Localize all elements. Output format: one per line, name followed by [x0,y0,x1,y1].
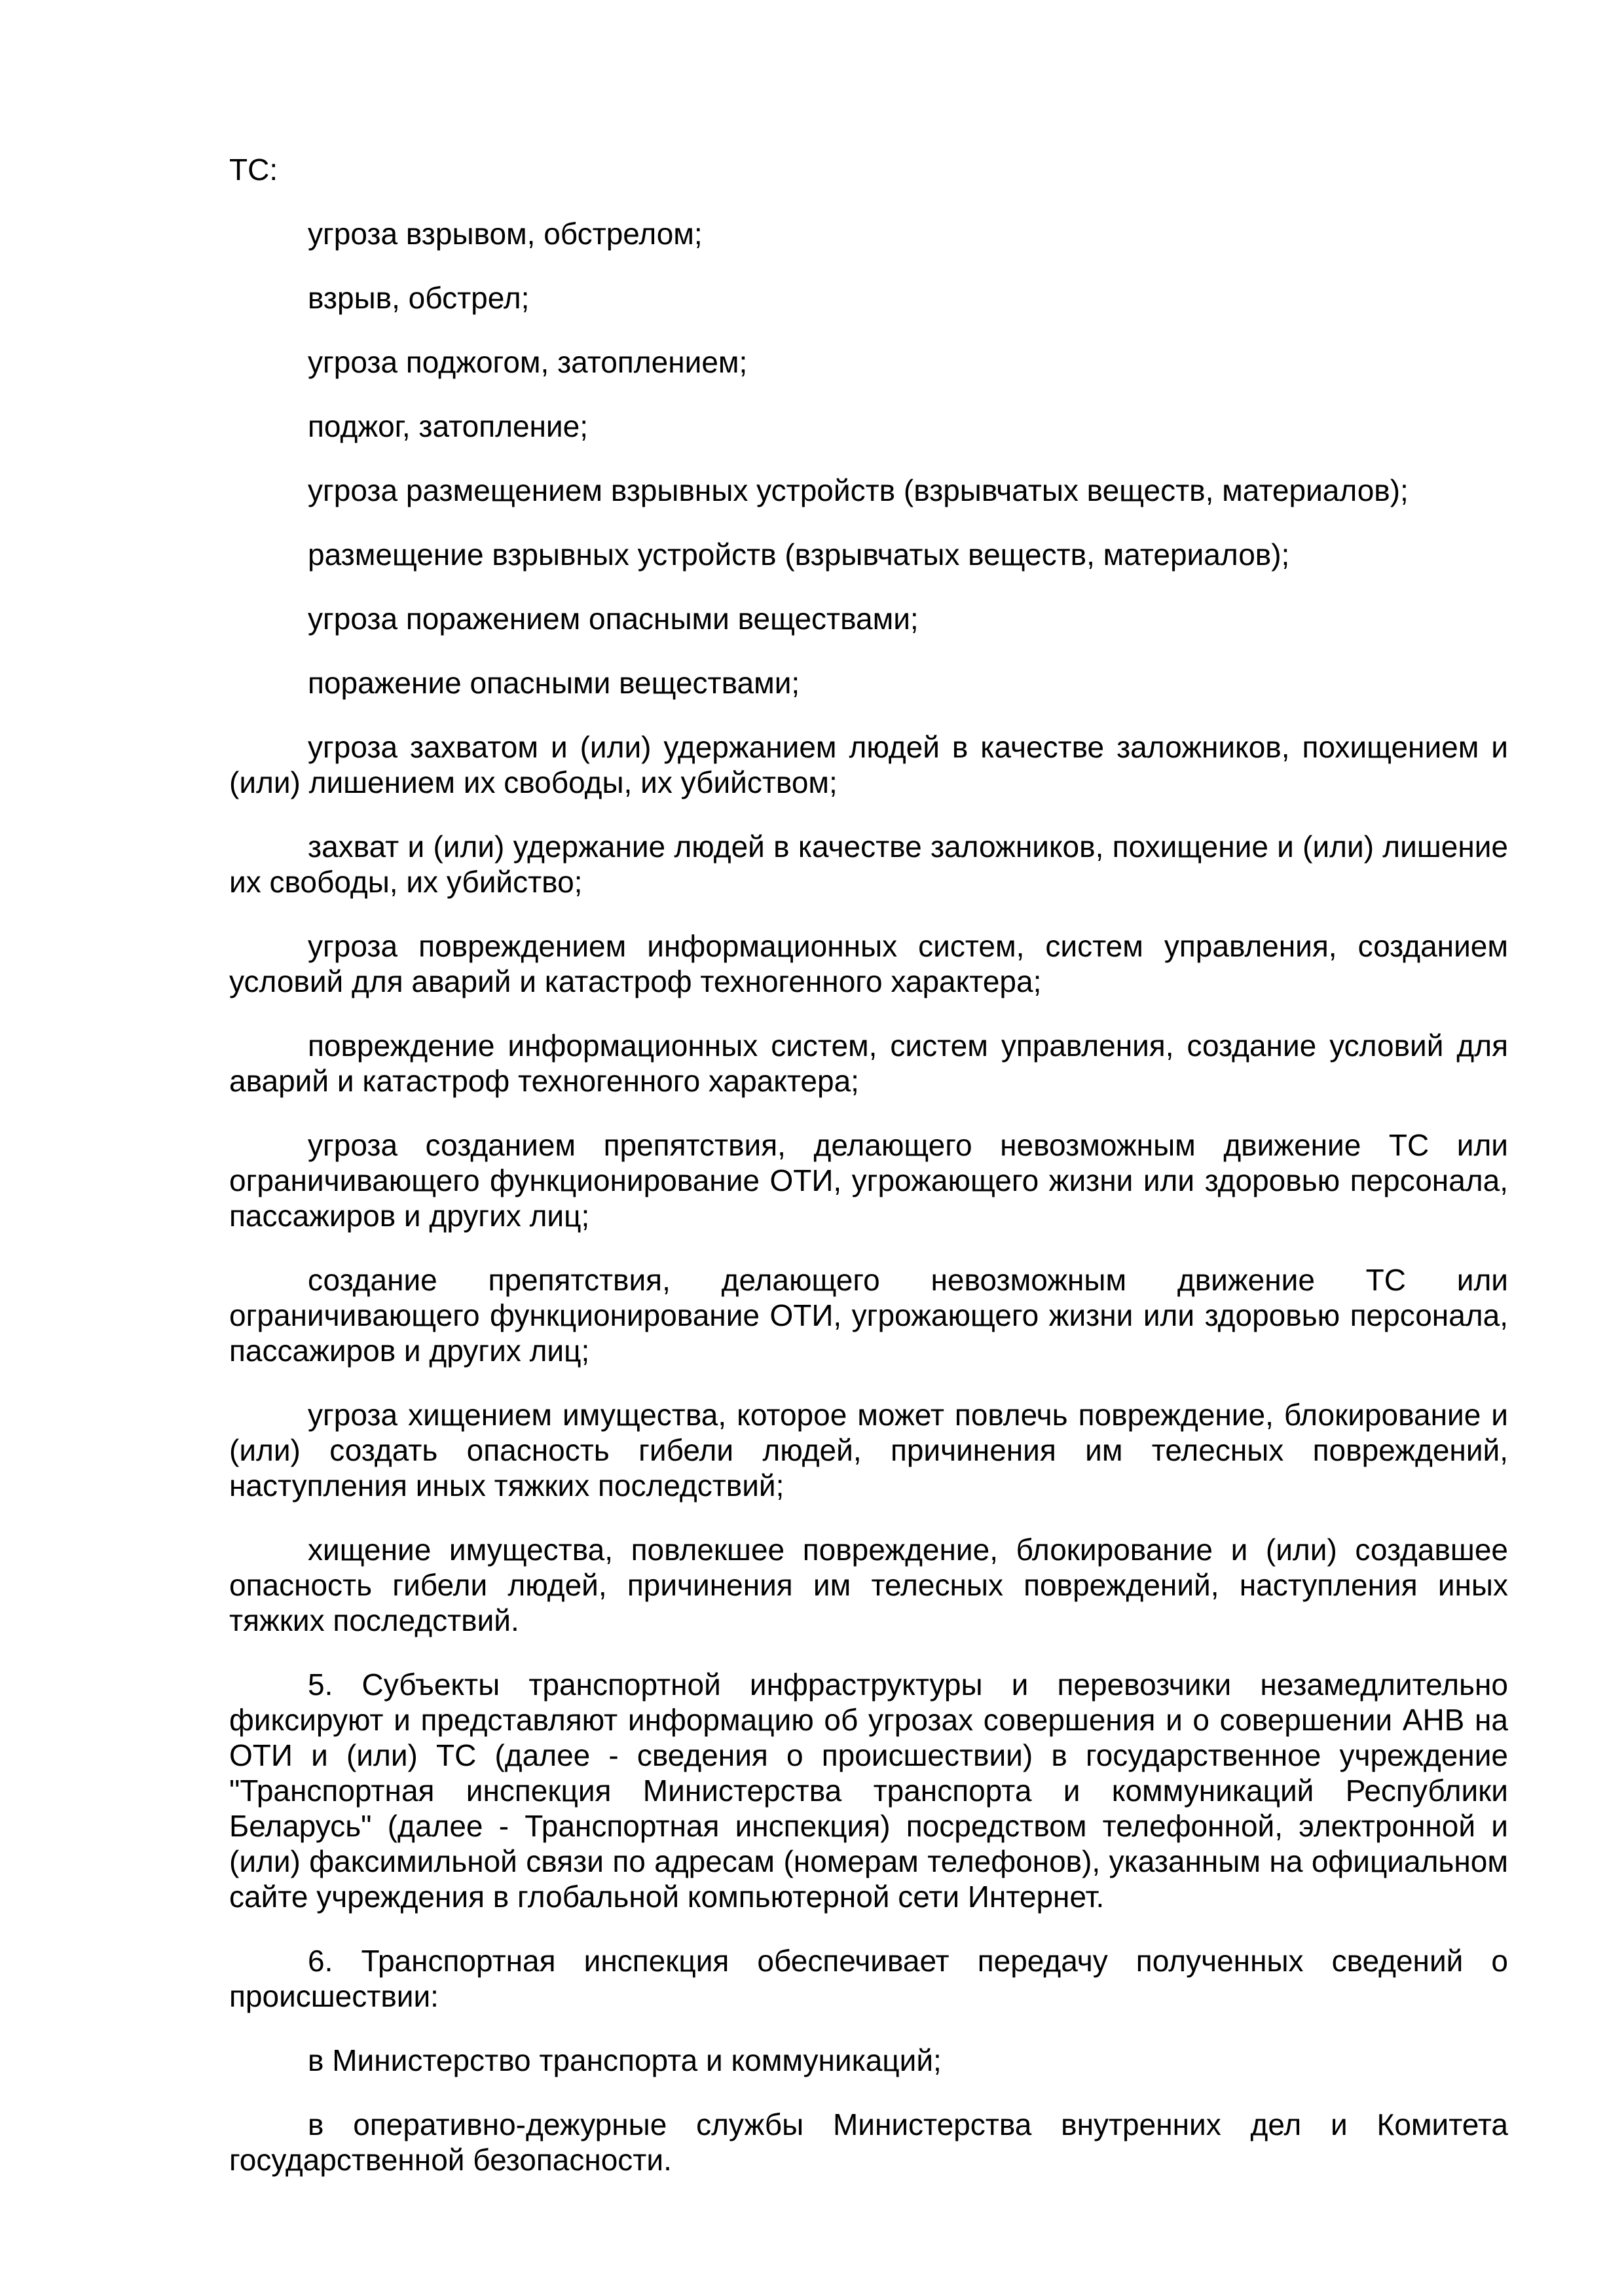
paragraph-threat-explosion: угроза взрывом, обстрелом; [308,217,703,251]
paragraph-threat-arson: угроза поджогом, затоплением; [308,345,748,379]
paragraph-hostage-taking: захват и (или) удержание людей в качестве заложников, похищение и (или) лишение их свободы, их убийство; [229,829,1508,899]
paragraph-clause-6: 6. Транспортная инспекция обеспечивает передачу полученных сведений о происшествии: [229,1944,1508,2013]
paragraph-tc-lead: ТС: [229,153,278,187]
paragraph-duty-services: в оперативно-дежурные службы Министерства внутренних дел и Комитета государственной безопасности. [229,2107,1508,2177]
paragraph-threat-hostage-taking: угроза захватом и (или) удержанием людей в качестве заложников, похищением и (или) лишением их свободы, их убийством; [229,730,1508,799]
paragraph-threat-infosystem-damage: угроза повреждением информационных систем, систем управления, созданием условий для аварий и катастроф техногенного характера; [229,929,1508,998]
paragraph-threat-explosive-devices: угроза размещением взрывных устройств (взрывчатых веществ, материалов); [308,473,1409,507]
paragraph-threat-property-theft: угроза хищением имущества, которое может повлечь повреждение, блокирование и (или) создать опасность гибели людей, причинения им телесных повреждений, наступления иных тяжких последствий; [229,1398,1508,1503]
paragraph-explosive-devices: размещение взрывных устройств (взрывчатых веществ, материалов); [308,538,1290,572]
paragraph-clause-5: 5. Субъекты транспортной инфраструктуры и перевозчики незамедлительно фиксируют и представляют информацию об угрозах совершения и о совершении АНВ на ОТИ и (или) ТС (далее - сведения о происшествии) в государственное учреждение "Транспортная инспекция Министерства транспорта и коммуникаций Республики Беларусь" (далее - Транспортная инспекция) посредством телефонной, электронной и (или) факсимильной связи по адресам (номерам телефонов), указанным на официальном сайте учреждения в глобальной компьютерной сети Интернет. [229,1667,1508,1914]
paragraph-ministry-transport: в Министерство транспорта и коммуникаций; [308,2043,942,2077]
paragraph-threat-hazardous-substances: угроза поражением опасными веществами; [308,602,919,636]
paragraph-infosystem-damage: повреждение информационных систем, систем управления, создание условий для аварий и катастроф техногенного характера; [229,1029,1508,1098]
paragraph-arson: поджог, затопление; [308,409,588,443]
paragraph-threat-obstacle: угроза созданием препятствия, делающего невозможным движение ТС или ограничивающего функционирование ОТИ, угрожающего жизни или здоровью персонала, пассажиров и других лиц; [229,1128,1508,1233]
paragraph-obstacle: создание препятствия, делающего невозможным движение ТС или ограничивающего функционирование ОТИ, угрожающего жизни или здоровью персонала, пассажиров и других лиц; [229,1263,1508,1368]
paragraph-explosion: взрыв, обстрел; [308,281,530,315]
paragraph-property-theft: хищение имущества, повлекшее повреждение, блокирование и (или) создавшее опасность гибели людей, причинения им телесных повреждений, наступления иных тяжких последствий. [229,1533,1508,1637]
paragraph-hazardous-substances: поражение опасными веществами; [308,666,800,700]
